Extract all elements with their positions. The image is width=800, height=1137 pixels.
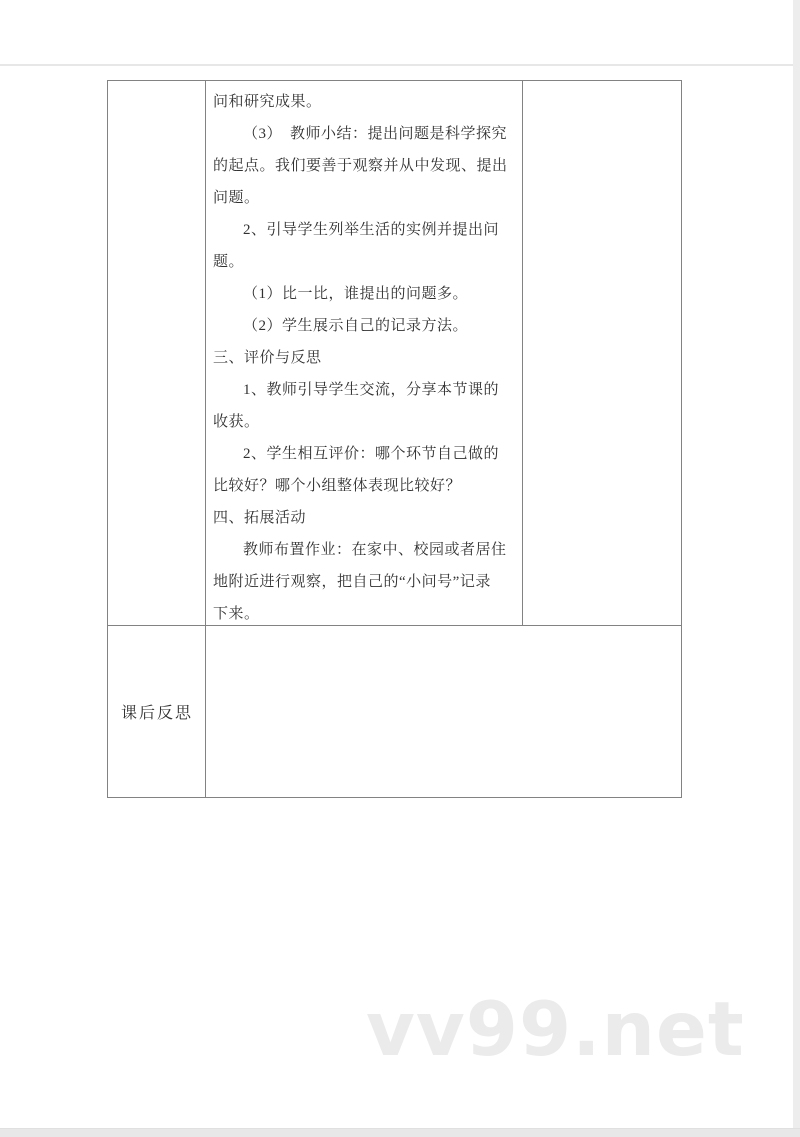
lesson-line: （3） 教师小结：提出问题是科学探究 <box>243 126 508 142</box>
lesson-plan-table <box>107 80 682 798</box>
watermark-text: vv99.net <box>366 985 745 1073</box>
lesson-line: 1、教师引导学生交流，分享本节课的 <box>243 382 500 398</box>
lesson-line: 问题。 <box>213 190 260 206</box>
lesson-line: 下来。 <box>213 606 260 622</box>
page-right-edge-background <box>793 0 800 1137</box>
lesson-line: 问和研究成果。 <box>213 94 322 110</box>
lesson-line: 三、评价与反思 <box>213 350 322 366</box>
lesson-steps-cell <box>206 81 525 625</box>
lesson-line: 收获。 <box>213 414 260 430</box>
lesson-line: 比较好？哪个小组整体表现比较好？ <box>213 478 462 494</box>
lesson-line: 教师布置作业：在家中、校园或者居住 <box>243 542 507 558</box>
lesson-line: （1）比一比，谁提出的问题多。 <box>243 286 469 302</box>
lesson-line: 2、学生相互评价：哪个环节自己做的 <box>243 446 500 462</box>
lesson-line: （2）学生展示自己的记录方法。 <box>243 318 469 334</box>
lesson-line: 题。 <box>213 254 245 270</box>
reflection-label-cell: 课后反思 <box>120 705 193 722</box>
page-bottom-edge-background <box>0 1128 800 1137</box>
lesson-line: 的起点。我们要善于观察并从中发现、提出 <box>213 158 508 174</box>
page-break-line <box>0 64 794 66</box>
lesson-line: 地附近进行观察，把自己的“小问号”记录 <box>213 574 491 590</box>
lesson-line: 四、拓展活动 <box>213 510 307 526</box>
lesson-text <box>213 86 525 625</box>
lesson-line: 2、引导学生列举生活的实例并提出问 <box>243 222 500 238</box>
